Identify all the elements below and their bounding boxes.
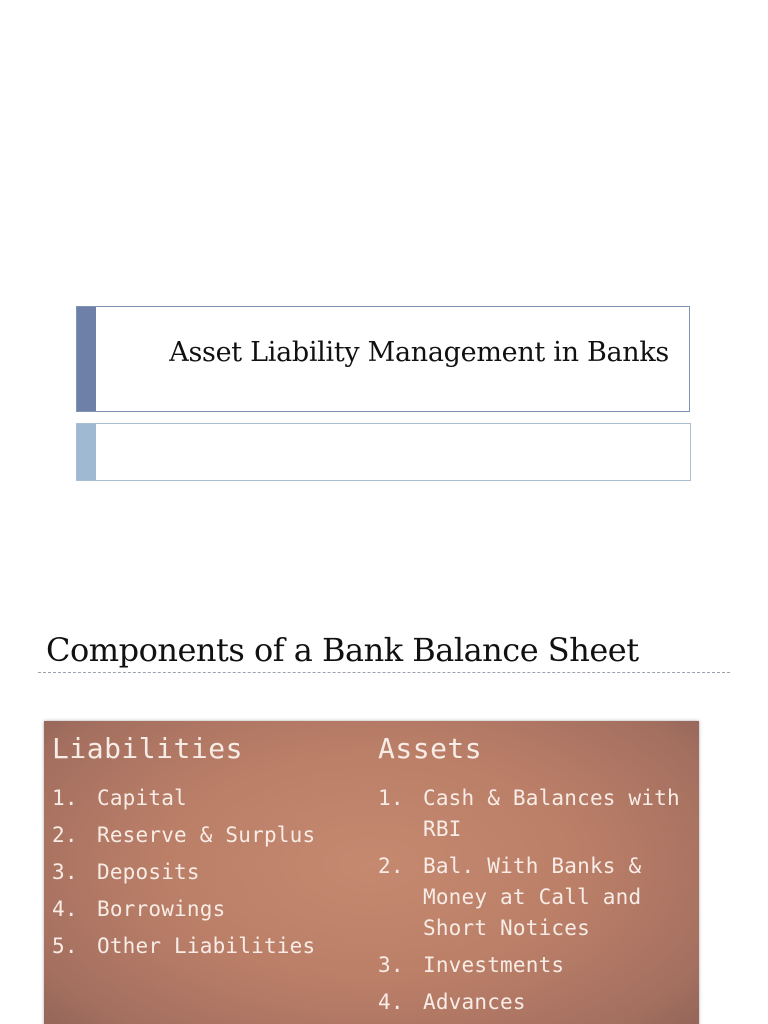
balance-sheet-panel: [44, 721, 699, 1024]
item-label: Deposits: [97, 860, 200, 884]
title-accent-bar: [77, 307, 96, 411]
liabilities-list: [52, 783, 372, 962]
assets-list: [378, 783, 698, 1018]
assets-column: [378, 729, 698, 1024]
list-item: [52, 857, 372, 888]
item-label: Investments: [423, 953, 565, 977]
item-label: Capital: [97, 786, 187, 810]
item-label: Cash & Balances with RBI: [423, 786, 680, 841]
item-number: 2.: [52, 823, 78, 847]
item-number: 1.: [52, 786, 78, 810]
item-number: 2.: [378, 854, 404, 878]
item-number: 1.: [378, 786, 404, 810]
subtitle-box: [76, 423, 691, 481]
item-label: Advances: [423, 990, 526, 1014]
list-item: [378, 950, 698, 981]
title-box: [76, 306, 690, 412]
liabilities-title: Liabilities: [52, 732, 243, 765]
heading-divider: [38, 672, 730, 673]
list-item: [52, 894, 372, 925]
list-item: [52, 783, 372, 814]
item-number: 4.: [52, 897, 78, 921]
slide-title: Asset Liability Management in Banks: [169, 337, 669, 368]
list-item: [378, 987, 698, 1018]
list-item: [52, 931, 372, 962]
assets-title: Assets: [378, 732, 483, 765]
item-number: 4.: [378, 990, 404, 1014]
item-number: 3.: [52, 860, 78, 884]
section-heading: Components of a Bank Balance Sheet: [46, 631, 639, 669]
item-number: 3.: [378, 953, 404, 977]
item-label: Other Liabilities: [97, 934, 316, 958]
item-number: 5.: [52, 934, 78, 958]
list-item: [378, 783, 698, 845]
item-label: Borrowings: [97, 897, 226, 921]
list-item: [378, 851, 698, 944]
liabilities-column: [52, 729, 372, 968]
item-label: Reserve & Surplus: [97, 823, 316, 847]
subtitle-accent-bar: [77, 424, 96, 480]
item-label: Bal. With Banks & Money at Call and Short Notices: [423, 854, 642, 940]
list-item: [52, 820, 372, 851]
